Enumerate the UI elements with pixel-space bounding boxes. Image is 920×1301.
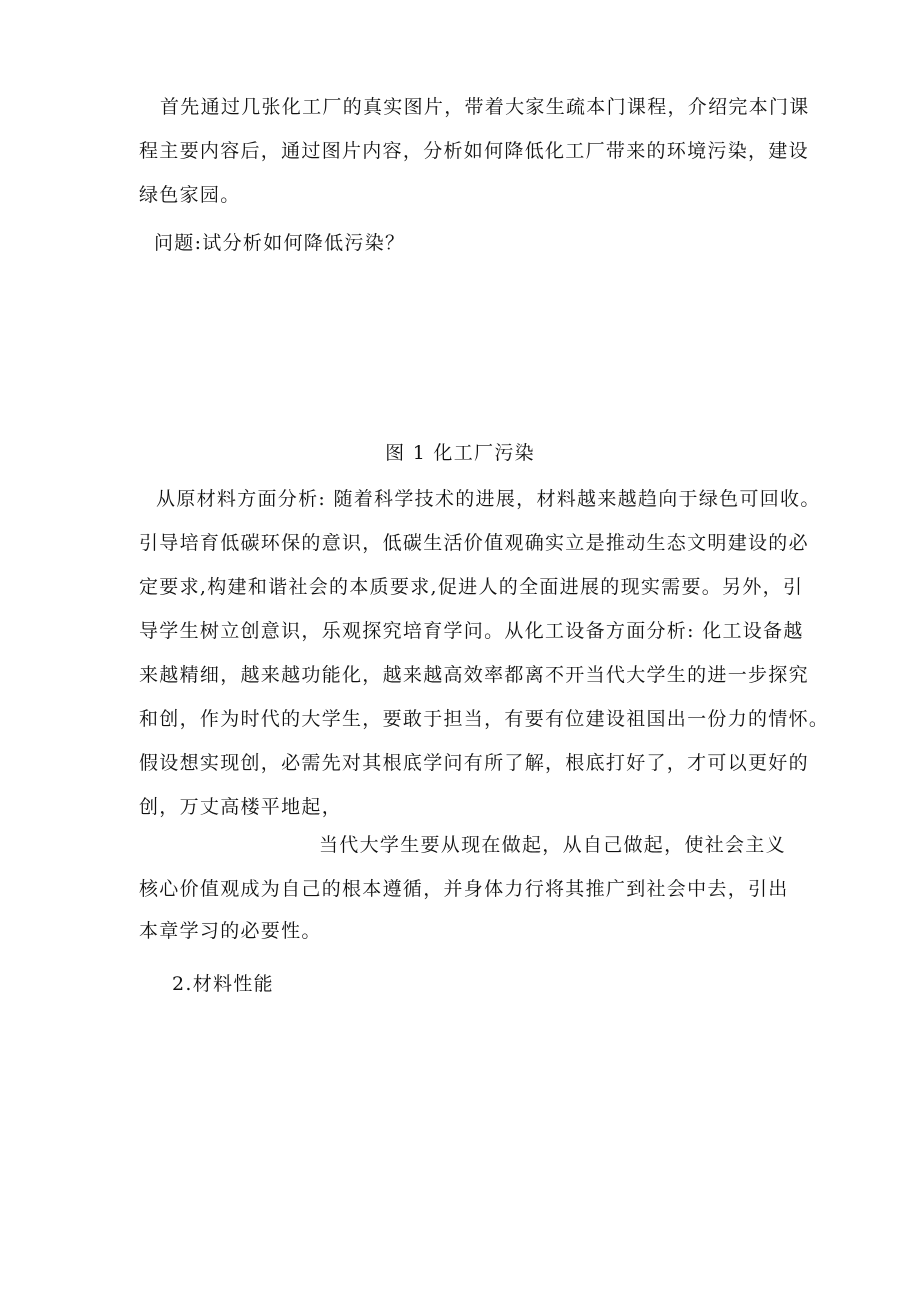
conclusion-line-1: 当代大学生要从现在做起，从自己做起，使社会主义 [319, 834, 786, 856]
section-heading: 2.材料性能 [172, 973, 274, 995]
intro-line-3: 绿色家园。 [139, 184, 241, 206]
body-line-1: 从原材料方面分析: 随着科学技术的进展，材料越来越趋向于绿色可回收。 [156, 488, 821, 510]
question-text: 问题:试分析如何降低污染？ [154, 232, 406, 254]
figure-caption: 图 1 化工厂污染 [385, 442, 535, 464]
conclusion-line-2: 核心价值观成为自己的根本遵循，并身体力行将其推广到社会中去，引出 [139, 878, 789, 900]
body-line-5: 来越精细，越来越功能化，越来越高效率都离不开当代大学生的进一步探究 [139, 664, 809, 686]
body-line-4: 导学生树立创意识，乐观探究培育学问。从化工设备方面分析: 化工设备越 [139, 620, 804, 642]
body-line-2: 引导培育低碳环保的意识，低碳生活价值观确实立是推动生态文明建设的必 [139, 532, 809, 554]
conclusion-line-3: 本章学习的必要性。 [139, 920, 322, 942]
body-line-3: 定要求,构建和谐社会的本质要求,促进人的全面进展的现实需要。另外，引 [139, 576, 804, 598]
body-line-7: 假设想实现创，必需先对其根底学问有所了解，根底打好了，才可以更好的 [139, 752, 809, 774]
body-line-8: 创，万丈高楼平地起， [139, 796, 343, 818]
intro-line-1: 首先通过几张化工厂的真实图片，带着大家生疏本门课程，介绍完本门课 [160, 96, 810, 118]
intro-line-2: 程主要内容后，通过图片内容，分析如何降低化工厂带来的环境污染，建设 [139, 140, 809, 162]
body-line-6: 和创，作为时代的大学生，要敢于担当，有要有位建设祖国出一份力的情怀。 [139, 708, 830, 730]
